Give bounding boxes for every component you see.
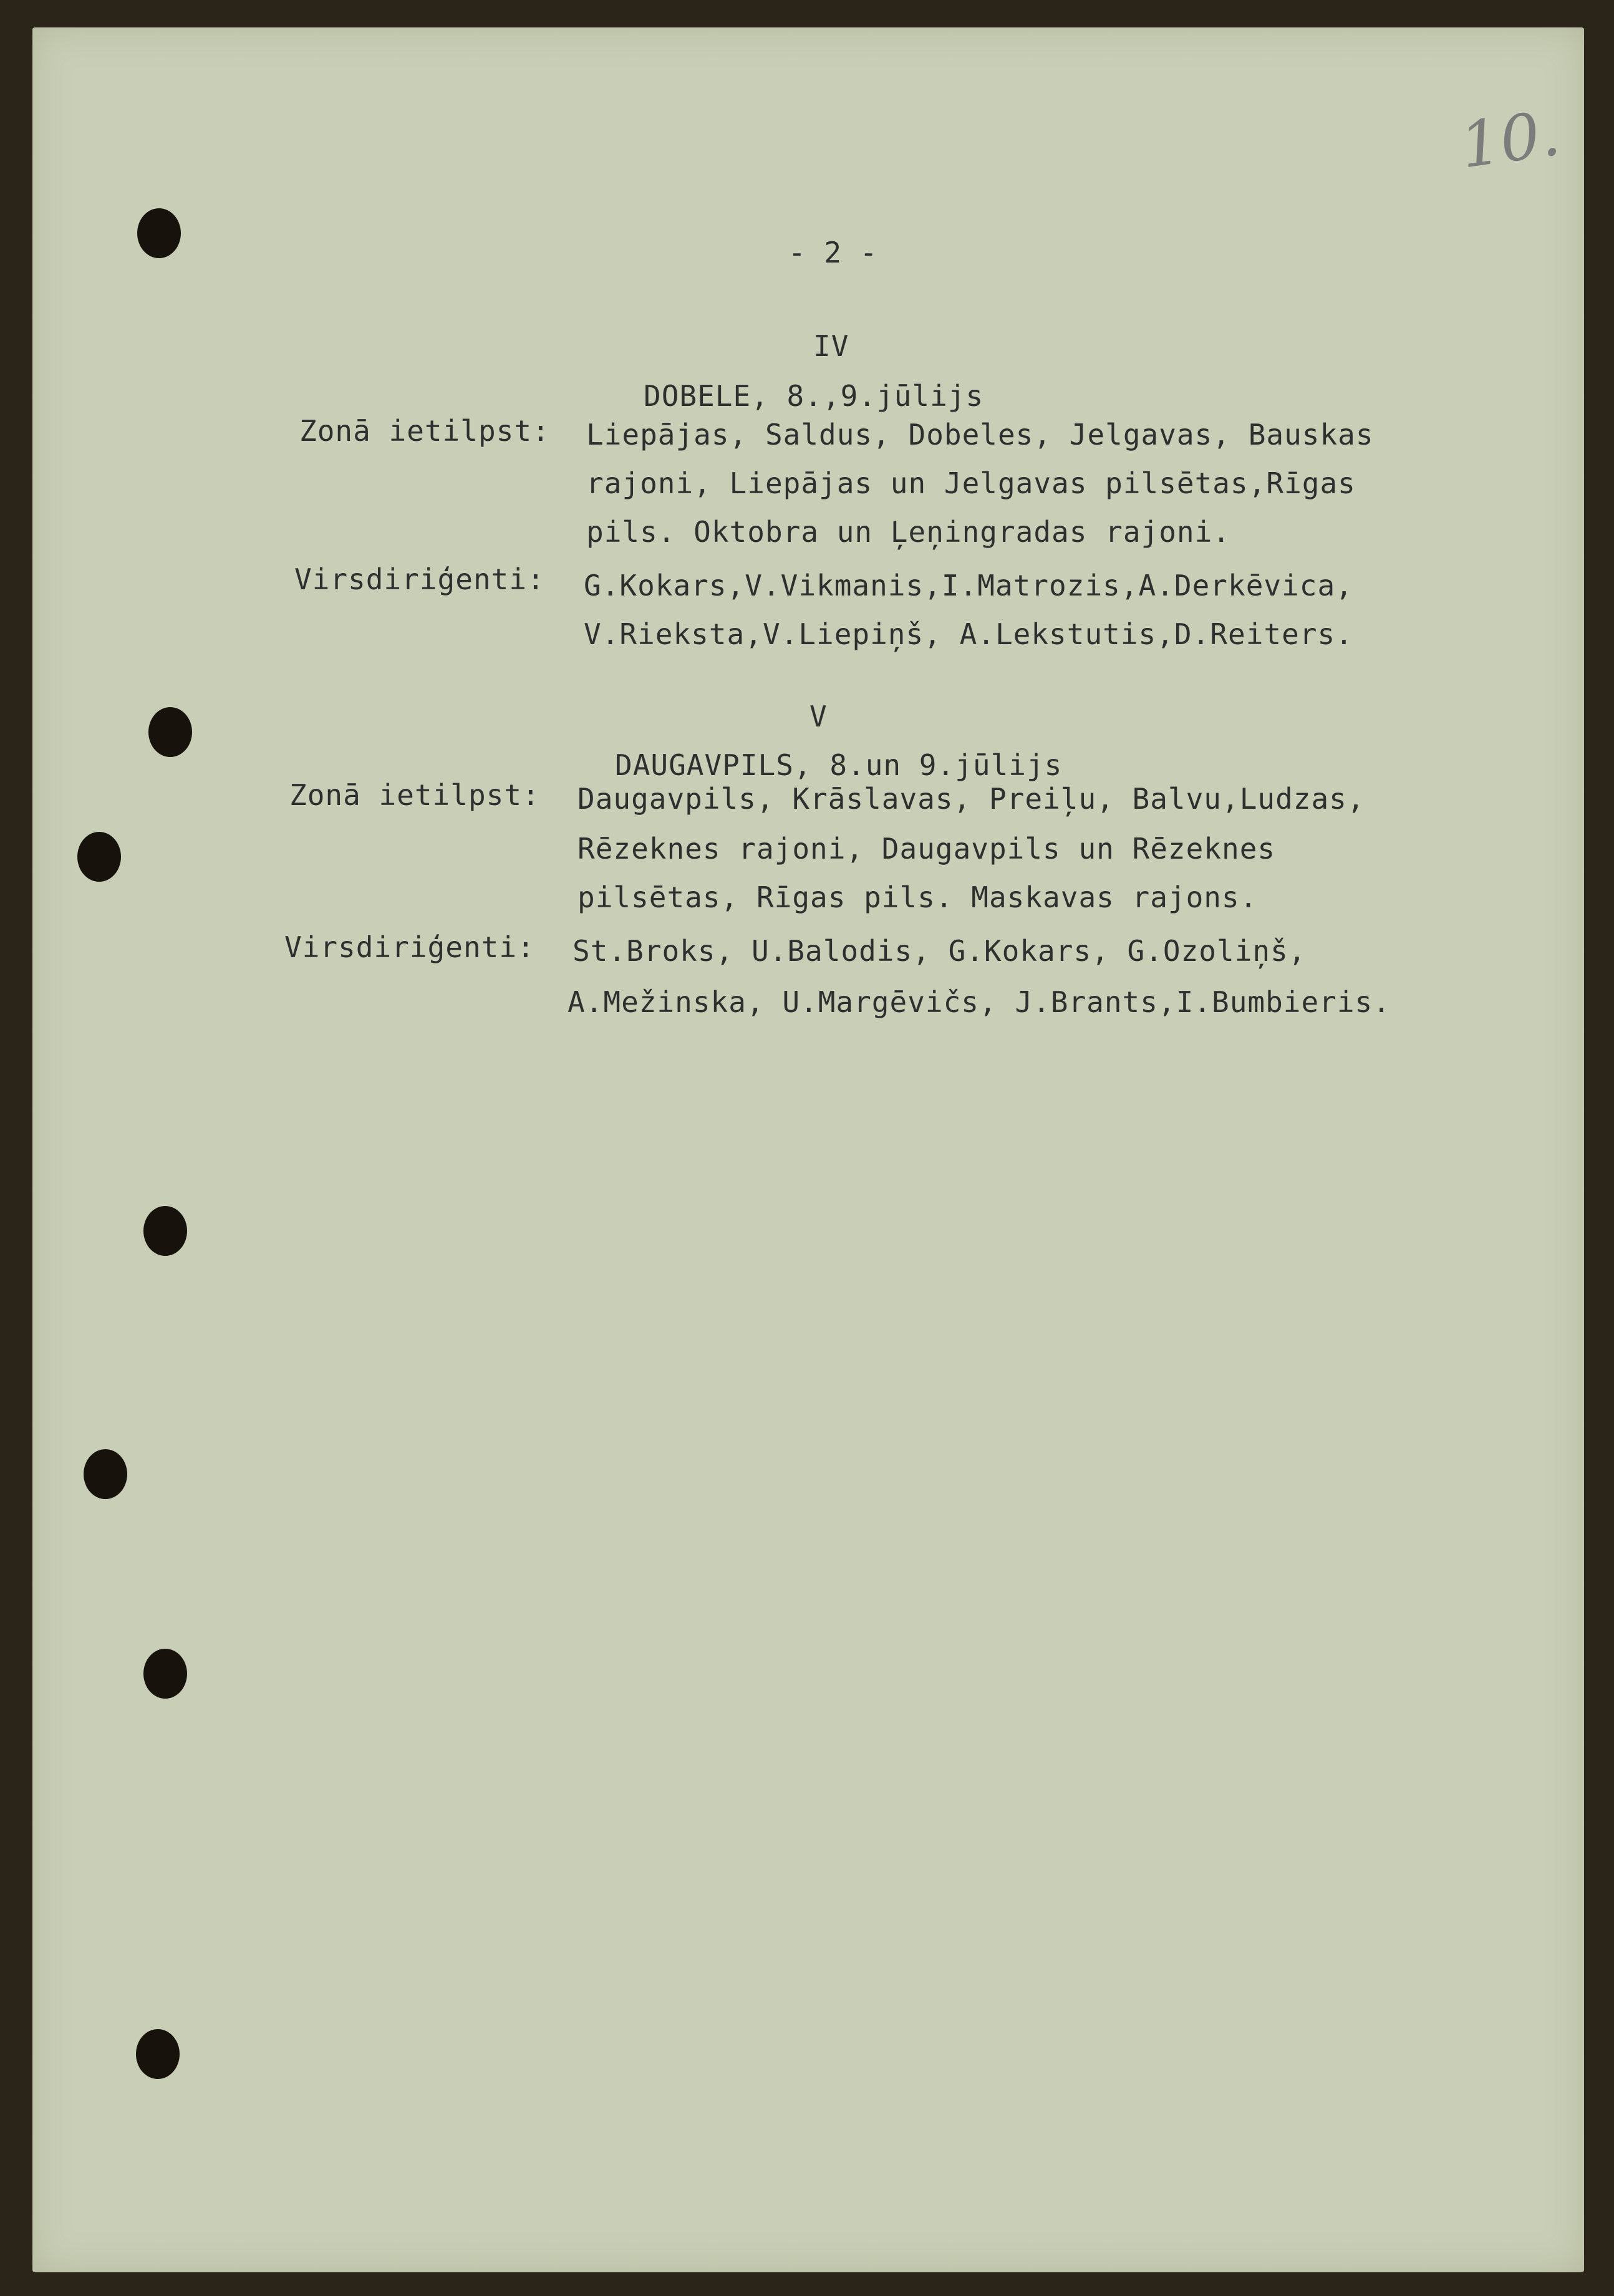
section-v-numeral: V	[809, 700, 828, 733]
section-v-conductors-line-2: A.Mežinska, U.Margēvičs, J.Brants,I.Bumbieris.	[568, 985, 1391, 1019]
section-v-conductors-label: Virsdiriģenti:	[284, 930, 535, 964]
punch-hole-3	[77, 832, 121, 882]
section-iv-zone-line-1: Liepājas, Saldus, Dobeles, Jelgavas, Bauskas	[586, 418, 1374, 451]
section-iv-conductors-label: Virsdiriģenti:	[294, 562, 545, 596]
page-marker: - 2 -	[788, 236, 878, 269]
handwritten-page-number: 10.	[1456, 96, 1565, 183]
section-iv-conductors-line-1: G.Kokars,V.Vikmanis,I.Matrozis,A.Derkēvica,	[584, 569, 1353, 602]
punch-hole-7	[136, 2029, 180, 2079]
punch-hole-6	[143, 1649, 187, 1699]
section-iv-zone-line-2: rajoni, Liepājas un Jelgavas pilsētas,Rīgas	[586, 466, 1356, 500]
punch-hole-5	[84, 1449, 127, 1499]
section-v-zone-line-1: Daugavpils, Krāslavas, Preiļu, Balvu,Ludzas,	[577, 782, 1365, 816]
section-iv-zone-label: Zonā ietilpst:	[299, 414, 550, 448]
punch-hole-2	[148, 707, 192, 757]
section-v-zone-line-3: pilsētas, Rīgas pils. Maskavas rajons.	[577, 880, 1258, 914]
section-iv-heading: DOBELE, 8.,9.jūlijs	[644, 379, 984, 413]
section-iv-zone-line-3: pils. Oktobra un Ļeņingradas rajoni.	[586, 515, 1230, 549]
section-v-heading: DAUGAVPILS, 8.un 9.jūlijs	[615, 748, 1063, 782]
section-v-zone-line-2: Rēzeknes rajoni, Daugavpils un Rēzeknes	[577, 832, 1276, 866]
document-page	[32, 27, 1584, 2272]
section-v-conductors-line-1: St.Broks, U.Balodis, G.Kokars, G.Ozoliņš,	[573, 934, 1307, 968]
section-v-zone-label: Zonā ietilpst:	[289, 778, 540, 812]
punch-hole-4	[143, 1206, 187, 1256]
section-iv-numeral: IV	[813, 329, 849, 363]
punch-hole-1	[137, 208, 181, 258]
section-iv-conductors-line-2: V.Rieksta,V.Liepiņš, A.Lekstutis,D.Reiters.	[584, 617, 1353, 651]
